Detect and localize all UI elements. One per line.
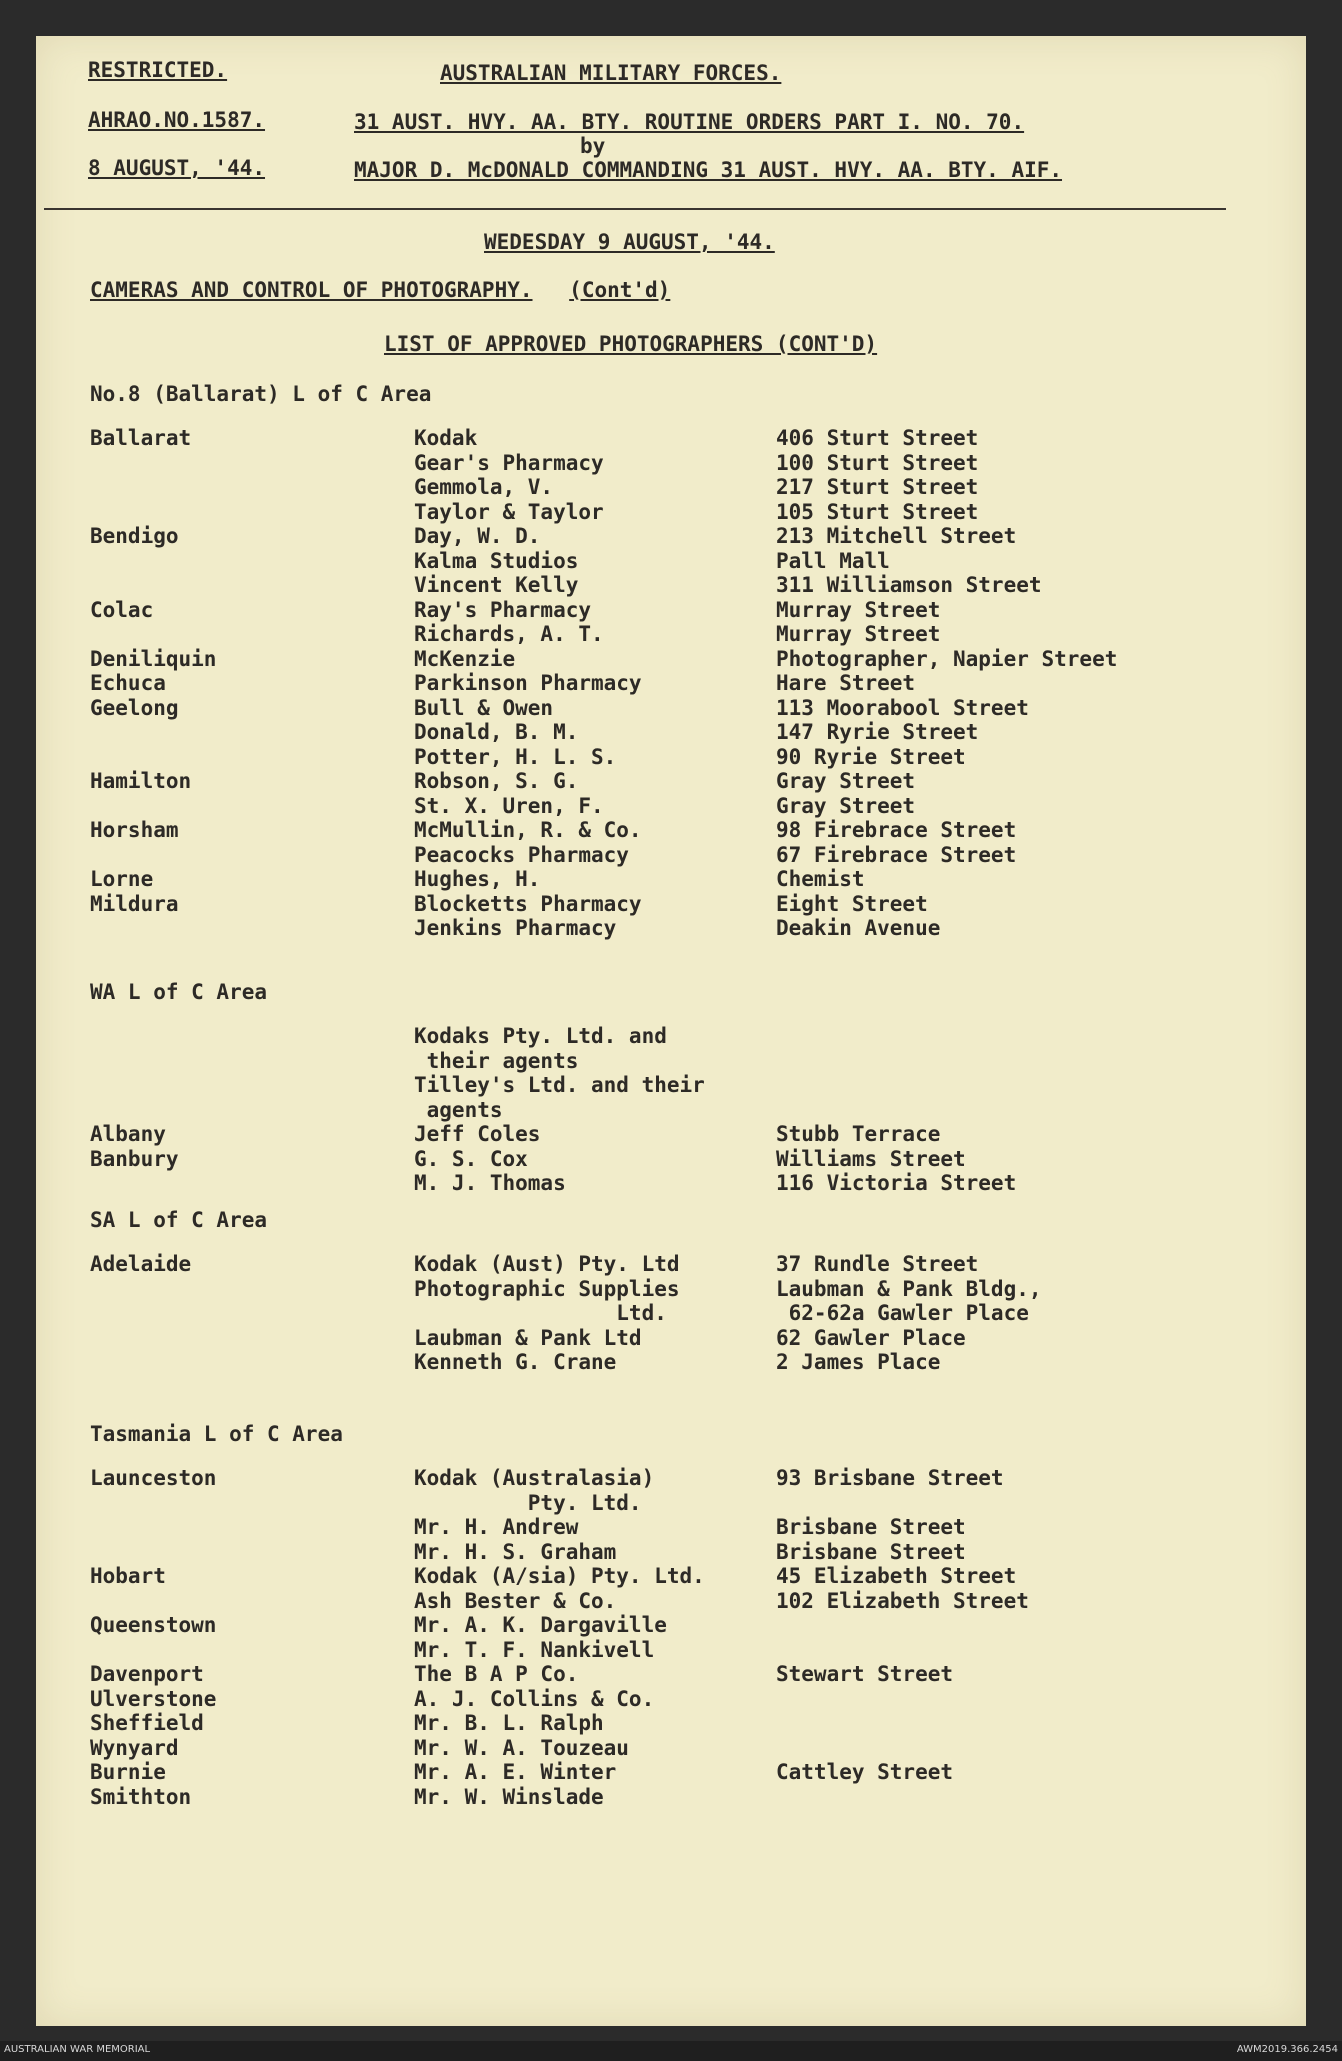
photographer-cell: Kalma Studios — [414, 548, 579, 573]
photographer-cell: Pty. Ltd. — [414, 1490, 642, 1515]
photographer-cell: Tilley's Ltd. and their — [414, 1073, 705, 1097]
address-cell: Cattley Street — [776, 1760, 954, 1784]
address-cell: Stubb Terrace — [776, 1122, 941, 1146]
address-cell: 98 Firebrace Street — [776, 818, 1017, 842]
photographer-cell: Ray's Pharmacy — [414, 597, 592, 622]
orders-header — [36, 36, 1306, 216]
photographer-cell: Mr. H. S. Graham — [414, 1539, 617, 1564]
photographer-cell: Photographic Supplies — [414, 1276, 680, 1301]
location-cell: Echuca — [90, 671, 166, 695]
location-cell: Wynyard — [90, 1735, 179, 1760]
photographer-cell: Ash Bester & Co. — [414, 1588, 617, 1613]
address-cell: 90 Ryrie Street — [776, 744, 966, 769]
location-cell: Deniliquin — [90, 646, 217, 671]
photographer-cell: McKenzie — [414, 646, 516, 671]
classification-label: RESTRICTED. — [88, 58, 228, 82]
photographer-cell: Vincent Kelly — [414, 573, 579, 597]
address-cell: 102 Elizabeth Street — [776, 1588, 1029, 1613]
location-cell: Lorne — [90, 867, 154, 891]
photographer-cell: Gear's Pharmacy — [414, 450, 604, 475]
photographer-cell: G. S. Cox — [414, 1146, 528, 1171]
photographer-cell: Hughes, H. — [414, 867, 541, 891]
location-cell: Hobart — [90, 1564, 166, 1588]
photographer-cell: Mr. W. Winslade — [414, 1784, 604, 1809]
photographer-cell: Robson, S. G. — [414, 769, 579, 793]
photographer-cell: Mr. B. L. Ralph — [414, 1711, 604, 1735]
photographer-cell: Mr. T. F. Nankivell — [414, 1637, 655, 1662]
location-cell: Horsham — [90, 818, 179, 842]
photographer-cell: Peacocks Pharmacy — [414, 842, 629, 867]
list-title: LIST OF APPROVED PHOTOGRAPHERS (CONT'D) — [384, 332, 878, 356]
photographer-cell: Kodak (Australasia) — [414, 1466, 655, 1490]
location-cell: Geelong — [90, 695, 179, 720]
address-cell: Deakin Avenue — [776, 916, 941, 940]
address-cell: 105 Sturt Street — [776, 499, 979, 524]
location-cell: Colac — [90, 597, 154, 622]
force-title: AUSTRALIAN MILITARY FORCES. — [440, 61, 782, 85]
address-cell: 45 Elizabeth Street — [776, 1564, 1017, 1588]
reference-number: AHRAO.NO.1587. — [88, 108, 266, 132]
location-cell: Davenport — [90, 1662, 204, 1686]
photographer-cell: Kenneth G. Crane — [414, 1350, 617, 1374]
photographer-cell: Bull & Owen — [414, 695, 554, 720]
location-cell: Smithton — [90, 1784, 192, 1809]
photographer-cell: M. J. Thomas — [414, 1171, 566, 1195]
address-cell: 62 Gawler Place — [776, 1325, 966, 1350]
order-date: 8 AUGUST, '44. — [88, 156, 266, 180]
photographer-cell: Kodaks Pty. Ltd. and — [414, 1024, 667, 1048]
location-cell: Hamilton — [90, 769, 192, 793]
photographer-cell: agents — [414, 1097, 503, 1122]
photographer-cell: their agents — [414, 1048, 579, 1073]
photographer-cell: Potter, H. L. S. — [414, 744, 617, 769]
area-heading: Tasmania L of C Area — [90, 1422, 343, 1446]
location-cell: Queenstown — [90, 1613, 217, 1637]
address-cell: 147 Ryrie Street — [776, 720, 979, 744]
photographer-cell: McMullin, R. & Co. — [414, 818, 642, 842]
document-page — [36, 36, 1306, 2026]
photographer-cell: Day, W. D. — [414, 524, 541, 548]
photographer-cell: Mr. H. Andrew — [414, 1515, 579, 1539]
photographer-cell: Mr. A. K. Dargaville — [414, 1613, 667, 1637]
photographer-cell: Donald, B. M. — [414, 720, 579, 744]
location-cell: Adelaide — [90, 1252, 192, 1276]
photographer-cell: The B A P Co. — [414, 1662, 579, 1686]
address-cell: 67 Firebrace Street — [776, 842, 1017, 867]
archive-footer — [0, 2041, 1342, 2061]
area-heading: No.8 (Ballarat) L of C Area — [90, 382, 432, 406]
orders-title: 31 AUST. HVY. AA. BTY. ROUTINE ORDERS PART I. NO. 70. — [354, 110, 1025, 134]
photographer-cell: Jeff Coles — [414, 1122, 541, 1146]
header-rule — [44, 208, 1226, 210]
photographer-cell: Mr. W. A. Touzeau — [414, 1735, 629, 1760]
address-cell: Pall Mall — [776, 548, 890, 573]
subject-continued: (Cont'd) — [569, 278, 671, 302]
address-cell: Gray Street — [776, 793, 916, 818]
day-heading: WEDESDAY 9 AUGUST, '44. — [484, 230, 775, 254]
address-cell: Gray Street — [776, 769, 916, 793]
address-cell: 37 Rundle Street — [776, 1252, 979, 1276]
address-cell: Photographer, Napier Street — [776, 646, 1118, 671]
photographer-cell: Kodak (A/sia) Pty. Ltd. — [414, 1564, 705, 1588]
photographer-cell: Mr. A. E. Winter — [414, 1760, 617, 1784]
address-cell: 406 Sturt Street — [776, 426, 979, 450]
area-heading: WA L of C Area — [90, 980, 268, 1004]
address-cell: Laubman & Pank Bldg., — [776, 1276, 1042, 1301]
location-cell: Albany — [90, 1122, 166, 1146]
location-cell: Bendigo — [90, 524, 179, 548]
location-cell: Sheffield — [90, 1711, 204, 1735]
address-cell: 311 Williamson Street — [776, 573, 1042, 597]
area-heading: SA L of C Area — [90, 1208, 268, 1232]
photographer-cell: Laubman & Pank Ltd — [414, 1325, 642, 1350]
photographer-cell: Kodak (Aust) Pty. Ltd — [414, 1252, 680, 1276]
address-cell: Brisbane Street — [776, 1539, 966, 1564]
address-cell: 113 Moorabool Street — [776, 695, 1029, 720]
address-cell: 217 Sturt Street — [776, 475, 979, 499]
location-cell: Banbury — [90, 1146, 179, 1171]
address-cell: Brisbane Street — [776, 1515, 966, 1539]
photographer-cell: Ltd. — [414, 1301, 667, 1325]
location-cell: Mildura — [90, 891, 179, 916]
photographer-cell: A. J. Collins & Co. — [414, 1686, 655, 1711]
subject-line — [90, 278, 670, 302]
address-cell: 100 Sturt Street — [776, 450, 979, 475]
address-cell: 62-62a Gawler Place — [776, 1301, 1029, 1325]
archive-name: AUSTRALIAN WAR MEMORIAL — [4, 2044, 151, 2055]
photographer-cell: Blocketts Pharmacy — [414, 891, 642, 916]
address-cell: Murray Street — [776, 622, 941, 646]
address-cell: Hare Street — [776, 671, 916, 695]
location-cell: Ulverstone — [90, 1686, 217, 1711]
photographer-cell: Jenkins Pharmacy — [414, 916, 617, 940]
location-cell: Ballarat — [90, 426, 192, 450]
address-cell: Eight Street — [776, 891, 928, 916]
by-label: by — [580, 134, 606, 158]
address-cell: Stewart Street — [776, 1662, 954, 1686]
photographer-cell: Kodak — [414, 426, 478, 450]
address-cell: 213 Mitchell Street — [776, 524, 1017, 548]
address-cell: 93 Brisbane Street — [776, 1466, 1004, 1490]
photographer-cell: Taylor & Taylor — [414, 499, 604, 524]
address-cell: 2 James Place — [776, 1350, 941, 1374]
address-cell: Murray Street — [776, 597, 941, 622]
location-cell: Burnie — [90, 1760, 166, 1784]
archive-reference: AWM2019.366.2454 — [1236, 2044, 1338, 2055]
photographer-cell: Parkinson Pharmacy — [414, 671, 642, 695]
location-cell: Launceston — [90, 1466, 217, 1490]
photographer-cell: St. X. Uren, F. — [414, 793, 604, 818]
photographer-cell: Gemmola, V. — [414, 475, 554, 499]
address-cell: Williams Street — [776, 1146, 966, 1171]
commander-line: MAJOR D. McDONALD COMMANDING 31 AUST. HVY. AA. BTY. AIF. — [354, 158, 1063, 182]
address-cell: 116 Victoria Street — [776, 1171, 1017, 1195]
photographer-cell: Richards, A. T. — [414, 622, 604, 646]
address-cell: Chemist — [776, 867, 865, 891]
subject-title: CAMERAS AND CONTROL OF PHOTOGRAPHY. — [90, 278, 533, 302]
